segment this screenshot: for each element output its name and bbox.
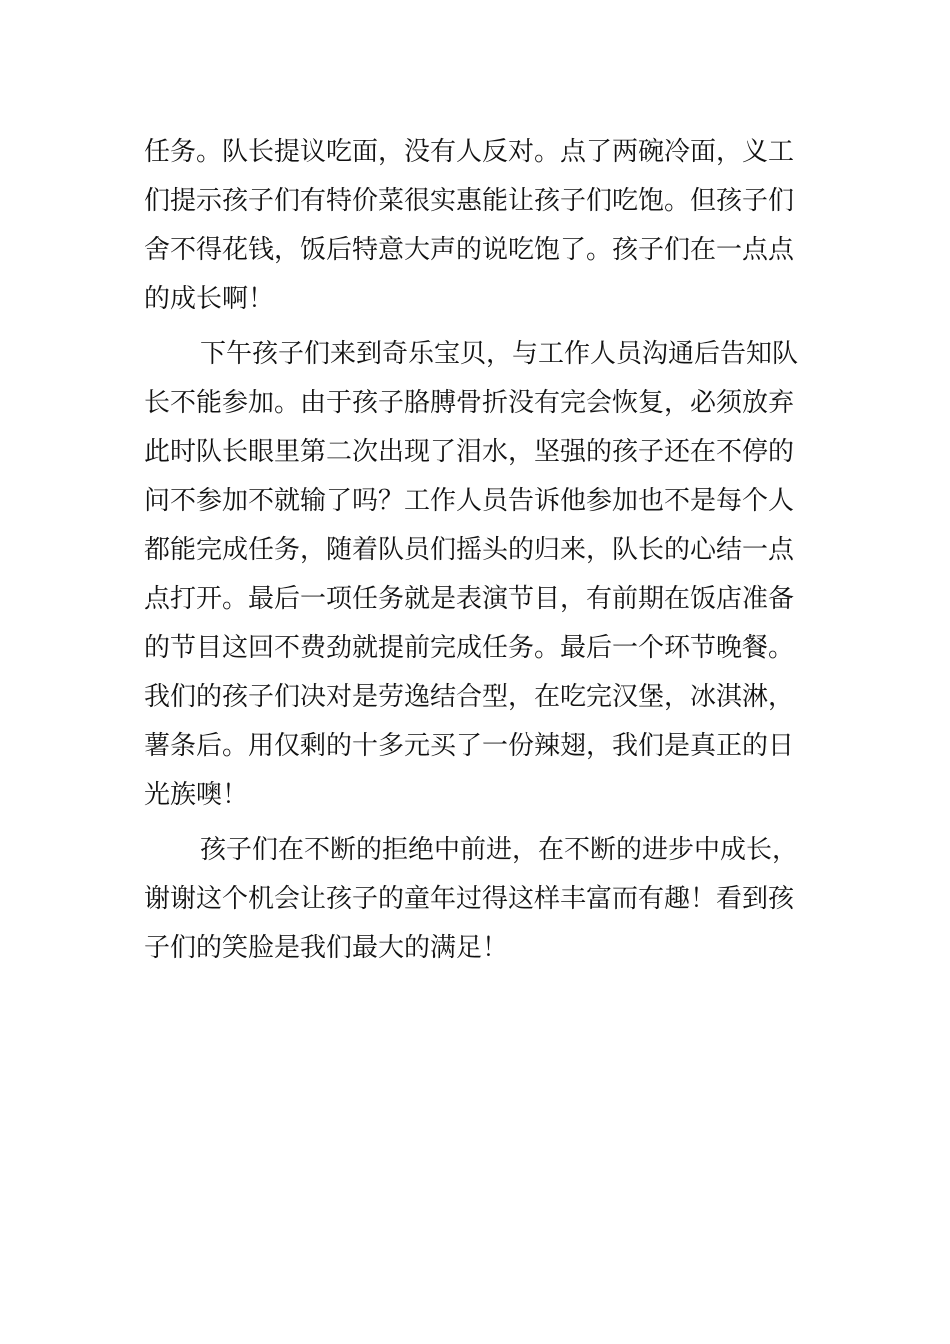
text-line: 的成长啊！ bbox=[144, 284, 275, 314]
paragraph-1 bbox=[144, 128, 814, 324]
text-line: 长不能参加。由于孩子胳膊骨折没有完会恢复，必须放弃 bbox=[144, 388, 795, 418]
text-line: 谢谢这个机会让孩子的童年过得这样丰富而有趣！看到孩 bbox=[144, 884, 795, 914]
text-line: 我们的孩子们决对是劳逸结合型，在吃完汉堡，冰淇淋， bbox=[144, 682, 795, 712]
text-line: 此时队长眼里第二次出现了泪水，坚强的孩子还在不停的 bbox=[144, 437, 795, 467]
text-line: 薯条后。用仅剩的十多元买了一份辣翅，我们是真正的日 bbox=[144, 731, 795, 761]
text-line: 任务。队长提议吃面，没有人反对。点了两碗冷面，义工 bbox=[144, 137, 795, 167]
paragraph-3 bbox=[144, 826, 814, 973]
text-line: 点打开。最后一项任务就是表演节目，有前期在饭店准备 bbox=[144, 584, 795, 614]
text-line: 的节目这回不费劲就提前完成任务。最后一个环节晚餐。 bbox=[144, 633, 795, 663]
text-line: 孩子们在不断的拒绝中前进，在不断的进步中成长， bbox=[200, 835, 799, 865]
text-line: 光族噢！ bbox=[144, 780, 249, 810]
text-line: 子们的笑脸是我们最大的满足！ bbox=[144, 933, 509, 963]
text-line: 下午孩子们来到奇乐宝贝，与工作人员沟通后告知队 bbox=[200, 339, 799, 369]
text-line: 都能完成任务，随着队员们摇头的归来，队长的心结一点 bbox=[144, 535, 795, 565]
text-line: 舍不得花钱，饭后特意大声的说吃饱了。孩子们在一点点 bbox=[144, 235, 795, 265]
document-body bbox=[144, 128, 814, 973]
text-line: 们提示孩子们有特价菜很实惠能让孩子们吃饱。但孩子们 bbox=[144, 186, 795, 216]
text-line: 问不参加不就输了吗？工作人员告诉他参加也不是每个人 bbox=[144, 486, 795, 516]
paragraph-2 bbox=[144, 330, 814, 820]
